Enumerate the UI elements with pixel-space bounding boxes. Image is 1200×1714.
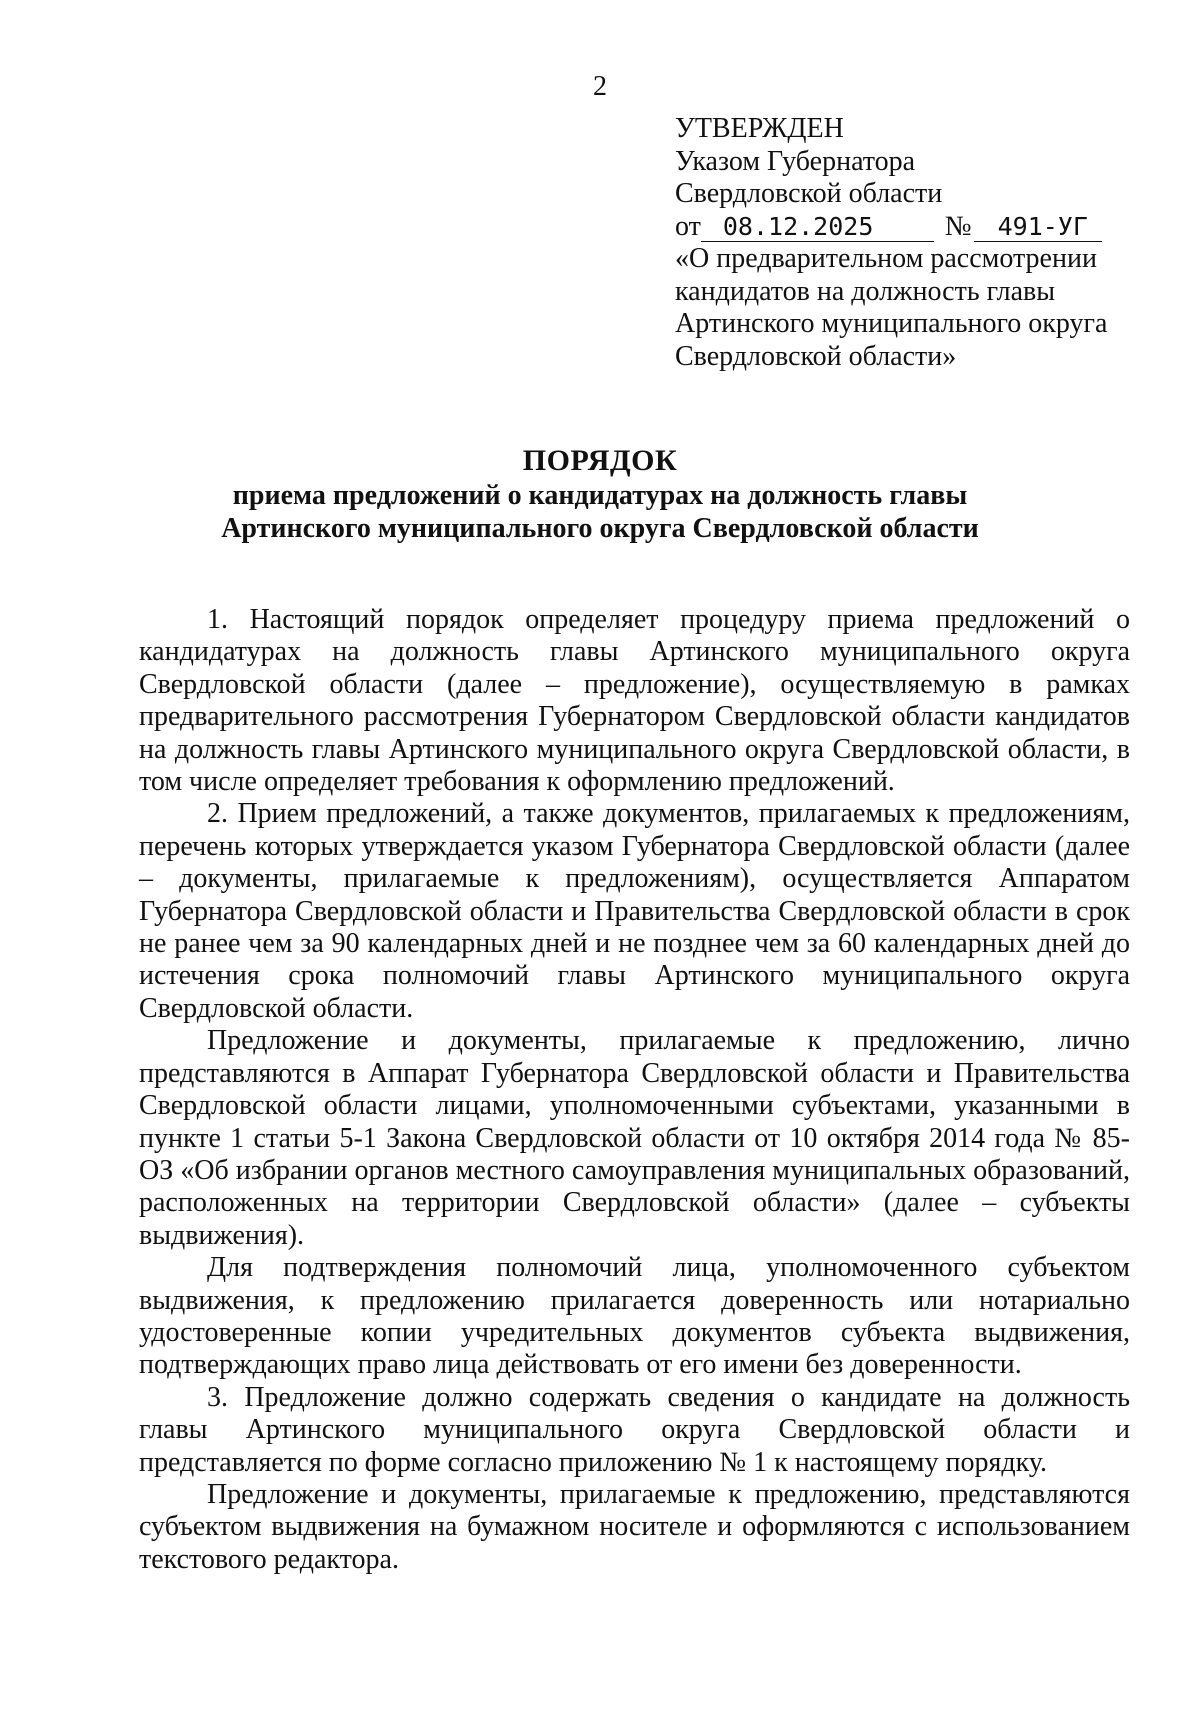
approval-subject-line-2: кандидатов на должность главы	[675, 275, 1056, 307]
page-number: 2	[593, 71, 607, 102]
paragraph-2: 2. Прием предложений, а также документов, прилагаемых к предложениям, перечень которых утверждается указом Губернатора Свердловской области (далее – документы, прилагаемые к предложениям), осуществляется Аппаратом Губернатора Свердловской области и Правительства Свердловской области в срок не ранее чем за 90 календарных дней и не позднее чем за 60 календарных дней до истечения срока полномочий главы Артинского муниципального округа Свердловской области.	[139, 798, 1130, 1024]
approval-heading: УТВЕРЖДЕН	[675, 113, 844, 144]
paragraph-1: 1. Настоящий порядок определяет процедуру приема предложений о кандидатурах на должность главы Артинского муниципального округа Свердловской области (далее – предложение), осуществляемую в рамках предварительного рассмотрения Губернатором Свердловской области кандидатов на должность главы Артинского муниципального округа Свердловской области, в том числе определяет требования к оформлению предложений.	[139, 604, 1130, 798]
approval-stamp-block	[675, 113, 1175, 373]
paragraph-3: Предложение и документы, прилагаемые к предложению, лично представляются в Аппарат Губернатора Свердловской области и Правительства Свердловской области лицами, уполномоченными субъектами, указанными в пункте 1 статьи 5-1 Закона Свердловской области от 10 октября 2014 года № 85-ОЗ «Об избрании органов местного самоуправления муниципальных образований, расположенных на территории Свердловской области» (далее – субъекты выдвижения).	[139, 1025, 1130, 1251]
approval-date-number-line	[675, 211, 1175, 244]
number-sign: №	[944, 210, 972, 242]
document-body	[139, 604, 1130, 1576]
document-title: ПОРЯДОК	[522, 444, 678, 477]
decree-number-field: 491-УГ	[974, 213, 1102, 242]
document-subtitle-line-2: Артинского муниципального округа Свердловской области	[221, 513, 979, 544]
paragraph-5: 3. Предложение должно содержать сведения о кандидате на должность главы Артинского муниципального округа Свердловской области и представляется по форме согласно приложению № 1 к настоящему порядку.	[139, 1381, 1130, 1478]
paragraph-6: Предложение и документы, прилагаемые к предложению, представляются субъектом выдвижения на бумажном носителе и оформляются с использованием текстового редактора.	[139, 1478, 1130, 1575]
approval-line-region: Свердловской области	[675, 178, 943, 209]
date-prefix: от	[675, 210, 701, 242]
approval-subject-line-3: Артинского муниципального округа	[675, 308, 1108, 339]
paragraph-4: Для подтверждения полномочий лица, уполномоченного субъектом выдвижения, к предложению прилагается доверенность или нотариально удостоверенные копии учредительных документов субъекта выдвижения, подтверждающих право лица действовать от его имени без доверенности.	[139, 1252, 1130, 1381]
approval-subject-line-1: «О предварительном рассмотрении	[675, 243, 1097, 274]
document-subtitle-line-1: приема предложений о кандидатурах на должность главы	[232, 480, 968, 511]
approval-subject-line-4: Свердловской области»	[675, 340, 957, 372]
document-title-block	[0, 443, 1200, 545]
decree-date-field: 08.12.2025	[701, 213, 934, 242]
approval-line-decree: Указом Губернатора	[675, 145, 916, 177]
